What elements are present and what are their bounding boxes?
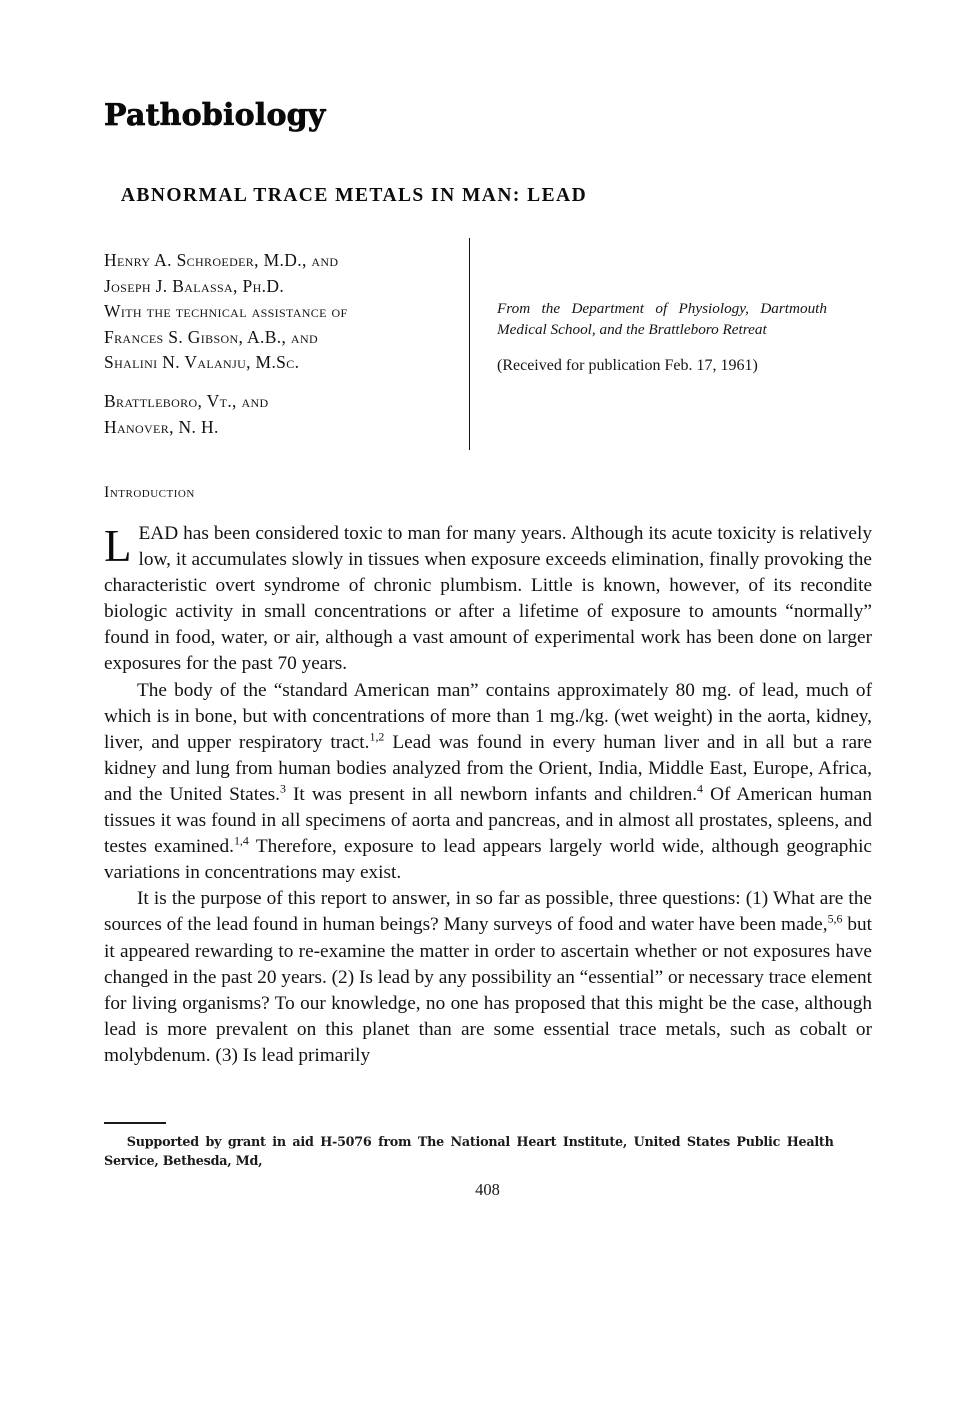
- paragraph-2-text-b: Lead was found in every human liver and in all but a rare kidney and lung from human bodies analyzed from the Orient, India, Middle East, Europe, Africa, and the United States.: [104, 731, 872, 805]
- body-text-column: [104, 521, 872, 1069]
- paragraph-2-text-c: It was present in all newborn infants and children.: [285, 783, 698, 805]
- byline-affiliation-band: [104, 248, 874, 463]
- running-head: Pathobiology: [104, 98, 326, 133]
- byline-line: Joseph J. Balassa, Ph.D.: [104, 275, 285, 296]
- footnote-separator-rule: [104, 1122, 166, 1124]
- byline-line: Henry A. Schroeder, M.D., and: [104, 250, 339, 270]
- drop-cap: L: [104, 521, 132, 571]
- paragraph-1-text: has been considered toxic to man for many years. Although its acute toxicity is relatively low, it accumulates slowly in tissues when exposure exceeds elimination, finally provoking the characteristic overt syndrome of chronic plumbism. Little is known, however, of its recondite biologic activity in small concentrations or after a lifetime of exposure to amounts “normally” found in food, water, or air, although a vast amount of experimental work has been done on larger exposures for the past 70 years.: [104, 523, 872, 675]
- paragraph-3-text-a: It is the purpose of this report to answer, in so far as possible, three questions: (1) What are the sources of the lead found in human beings? Many surveys of food and water have been made,: [104, 888, 872, 936]
- page-number: 408: [475, 1180, 500, 1199]
- citation-ref: 3: [279, 781, 286, 796]
- citation-ref: 4: [697, 781, 704, 796]
- article-title: ABNORMAL TRACE METALS IN MAN: LEAD: [120, 185, 588, 206]
- author-byline: [104, 248, 454, 440]
- paragraph-2-text-e: Therefore, exposure to lead appears largely world wide, although geographic variations in concentrations may exist.: [104, 836, 872, 884]
- paragraph-1: [104, 521, 872, 678]
- vertical-divider-rule: [469, 238, 470, 450]
- citation-ref: 1,4: [233, 833, 249, 848]
- byline-line: With the technical assistance of: [104, 301, 348, 322]
- affiliation-department: From the Department of Physiology, Dartmouth Medical School, and the Brattleboro Retreat: [497, 300, 827, 338]
- footnote-grant-support: Supported by grant in aid H-5076 from The National Heart Institute, United States Public Health Service, Bethesda, Md,: [104, 1134, 834, 1169]
- byline-place-group: [104, 389, 454, 440]
- citation-ref: 1,2: [369, 729, 385, 744]
- received-date: (Received for publication Feb. 17, 1961): [497, 357, 758, 374]
- paragraph-3-text-b: but it appeared rewarding to re-examine the matter in order to ascertain whether or not exposures have changed in the past 20 years. (2) Is lead by any possibility an “essential” or necessary trace element for living organisms? To our knowledge, no one has proposed that this might be the case, although lead is more prevalent on this planet than are some essential trace metals, such as cobalt or molybdenum. (3) Is lead primarily: [104, 914, 873, 1066]
- affiliation-block: [497, 298, 827, 376]
- byline-place: Brattleboro, Vt., and: [104, 390, 269, 411]
- byline-line: Frances S. Gibson, A.B., and: [104, 326, 318, 347]
- byline-place: Hanover, N. H.: [104, 416, 219, 437]
- paragraph-2-text-d: Of American human tissues it was found in all specimens of aorta and pancreas, and in almost all prostates, spleens, and testes examined.: [104, 783, 872, 858]
- paragraph-2-text-a: The body of the “standard American man” contains approximately 80 mg. of lead, much of which is in bone, but with concentrations of more than 1 mg./kg. (wet weight) in the aorta, kidney, liver, and upper respiratory tract.: [104, 679, 872, 753]
- section-heading-introduction: Introduction: [104, 484, 195, 501]
- paragraph-1-leadin: EAD: [138, 523, 179, 544]
- paragraph-2: [104, 678, 872, 887]
- citation-ref: 5,6: [827, 911, 843, 926]
- paragraph-3: [104, 886, 872, 1069]
- byline-line: Shalini N. Valanju, M.Sc.: [104, 352, 300, 373]
